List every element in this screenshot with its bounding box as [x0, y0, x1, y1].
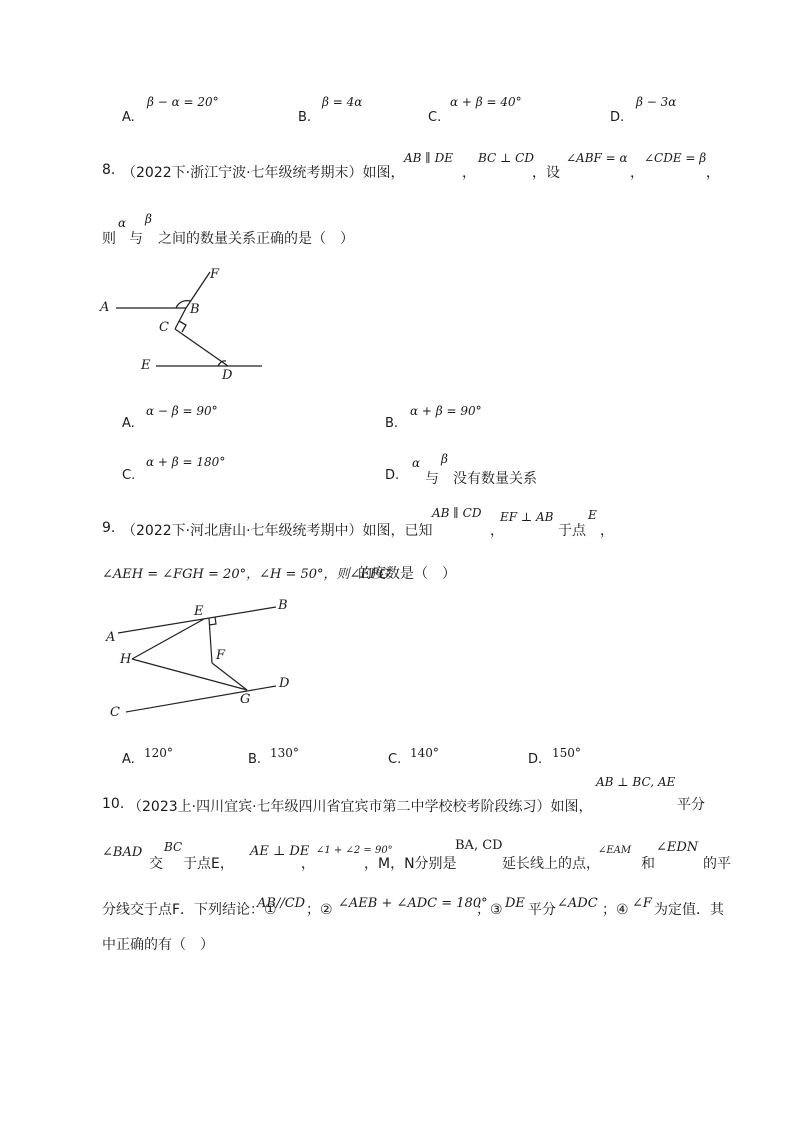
q8-option-a-expr: α − β = 90° — [146, 404, 218, 418]
q8-option-d-beta: β — [441, 452, 448, 466]
q10-bc: BC — [164, 840, 183, 854]
q8-source: （2022下·浙江宁波·七年级统考期末）如图， — [122, 165, 405, 181]
q10-angle-sum: ∠1 + ∠2 = 90° — [316, 845, 393, 856]
q9-line2-expr: ∠AEH = ∠FGH = 20°，∠H = 50°，则∠EFG — [102, 567, 390, 582]
q10-ba-cd: BA, CD — [455, 838, 503, 853]
q10-bisect: 平分 — [677, 797, 705, 813]
q7-option-a-letter: A. — [122, 110, 135, 125]
q7-option-c-letter: C. — [428, 110, 442, 125]
q8-option-c-expr: α + β = 180° — [146, 455, 226, 469]
q9-option-b-expr: 130° — [270, 746, 299, 760]
q9-label-h: H — [120, 652, 132, 667]
q9-label-a: A — [106, 630, 116, 645]
q10-conclusion-3-angle: ∠ADC — [557, 896, 598, 911]
q10-conclusion-4: ∠F — [632, 896, 652, 911]
q10-l3-pre: 分线交于点F．下列结论：① — [102, 902, 277, 918]
q8-label-d: D — [222, 368, 233, 383]
q8-alpha: α — [118, 216, 127, 230]
q9-option-d-letter: D. — [528, 752, 543, 767]
q9-source: （2022下·河北唐山·七年级统考期中）如图，已知 — [122, 523, 433, 539]
q10-at-e: 于点E， — [183, 856, 234, 872]
q10-cond1: AB ⊥ BC, AE — [596, 775, 676, 789]
q10-conclusion-3-de: DE — [505, 896, 525, 911]
q9-line-cd — [126, 686, 276, 712]
q10-angle-bad: ∠BAD — [102, 845, 143, 860]
q10-l3-bisect: 平分 — [528, 902, 556, 918]
q7-option-c-expr: α + β = 40° — [450, 95, 522, 109]
q7-option-d-expr: β − 3α — [636, 95, 677, 109]
q9-label-f: F — [216, 648, 226, 663]
q9-label-c: C — [110, 705, 120, 720]
q8-label-f: F — [210, 267, 220, 282]
q10-l3-sep3: ；④ — [602, 902, 629, 918]
q10-and: 和 — [641, 856, 655, 872]
q8-beta: β — [145, 212, 152, 226]
q10-l3-sep2: ；③ — [476, 902, 503, 918]
q7-option-d-letter: D. — [610, 110, 625, 125]
q8-option-b-expr: α + β = 90° — [410, 404, 482, 418]
q9-at-point: 于点 — [558, 523, 586, 539]
q9-line-fg — [212, 663, 247, 690]
q9-line2-suffix: 的度数是（ ） — [358, 566, 456, 582]
q8-option-b-letter: B. — [385, 416, 399, 431]
q8-label-a: A — [100, 300, 110, 315]
q9-number: 9. — [102, 520, 116, 536]
q8-label-b: B — [190, 302, 200, 317]
q10-angle-edn: ∠EDN — [656, 840, 699, 855]
q9-label-g: G — [240, 692, 251, 707]
q8-label-e: E — [141, 358, 151, 373]
q9-point-e: E — [588, 508, 597, 522]
q9-label-d: D — [279, 676, 290, 691]
q8-line2-suffix: 之间的数量关系正确的是（ ） — [158, 231, 354, 247]
q9-label-e: E — [194, 604, 204, 619]
q8-set: ，设 — [532, 165, 560, 181]
q8-option-d-letter: D. — [385, 468, 400, 483]
q8-number: 8. — [102, 162, 116, 178]
q9-cond-perp: EF ⊥ AB — [500, 510, 554, 524]
q8-comma: ， — [630, 165, 644, 181]
q8-option-d-with: 与 — [425, 471, 439, 487]
q9-label-b: B — [278, 598, 288, 613]
q9-line-hg — [132, 659, 247, 690]
q9-cond-parallel: AB ∥ CD — [432, 506, 482, 520]
q9-option-a-expr: 120° — [144, 746, 173, 760]
q10-comma: ， — [301, 856, 315, 872]
q10-line4: 中正确的有（ ） — [102, 937, 214, 953]
q8-comma: ， — [462, 165, 476, 181]
q8-cond-beta: ∠CDE = β — [644, 151, 707, 165]
q8-cond-alpha: ∠ABF = α — [566, 151, 628, 165]
q7-option-a-expr: β − α = 20° — [147, 95, 219, 109]
q8-option-c-letter: C. — [122, 468, 136, 483]
q9-comma: ， — [600, 523, 614, 539]
q10-of: 的平 — [703, 856, 731, 872]
q7-option-b-expr: β = 4α — [322, 95, 363, 109]
q9-option-d-expr: 150° — [552, 746, 581, 760]
q10-number: 10. — [102, 796, 125, 812]
q10-mn: ，M，N分别是 — [364, 856, 457, 872]
q7-option-b-letter: B. — [298, 110, 312, 125]
q8-option-a-letter: A. — [122, 416, 135, 431]
q9-option-b-letter: B. — [248, 752, 262, 767]
q9-option-c-expr: 140° — [410, 746, 439, 760]
q8-label-c: C — [159, 320, 169, 335]
q8-option-d-text: 没有数量关系 — [453, 471, 537, 487]
q8-cond-parallel: AB ∥ DE — [404, 151, 454, 165]
q10-perp: AE ⊥ DE — [250, 844, 310, 859]
q10-l3-end: 为定值．其 — [654, 902, 724, 918]
q10-ext: 延长线上的点， — [502, 856, 600, 872]
q10-conclusion-1: AB//CD — [257, 896, 306, 911]
q9-option-a-letter: A. — [122, 752, 135, 767]
q8-comma: ， — [706, 165, 720, 181]
q8-line2-prefix: 则 — [102, 231, 116, 247]
q8-with: 与 — [129, 231, 143, 247]
q8-cond-perp: BC ⊥ CD — [478, 151, 534, 165]
q10-source: （2023上·四川宜宾·七年级四川省宜宾市第二中学校校考阶段练习）如图， — [128, 799, 593, 815]
q9-comma: ， — [490, 523, 504, 539]
q10-angle-eam: ∠EAM — [598, 845, 632, 856]
q8-option-d-alpha: α — [412, 456, 421, 470]
q10-l3-sep1: ；② — [306, 902, 333, 918]
q10-cross: 交 — [149, 856, 163, 872]
q10-conclusion-2: ∠AEB + ∠ADC = 180° — [338, 896, 488, 911]
q9-option-c-letter: C. — [388, 752, 402, 767]
